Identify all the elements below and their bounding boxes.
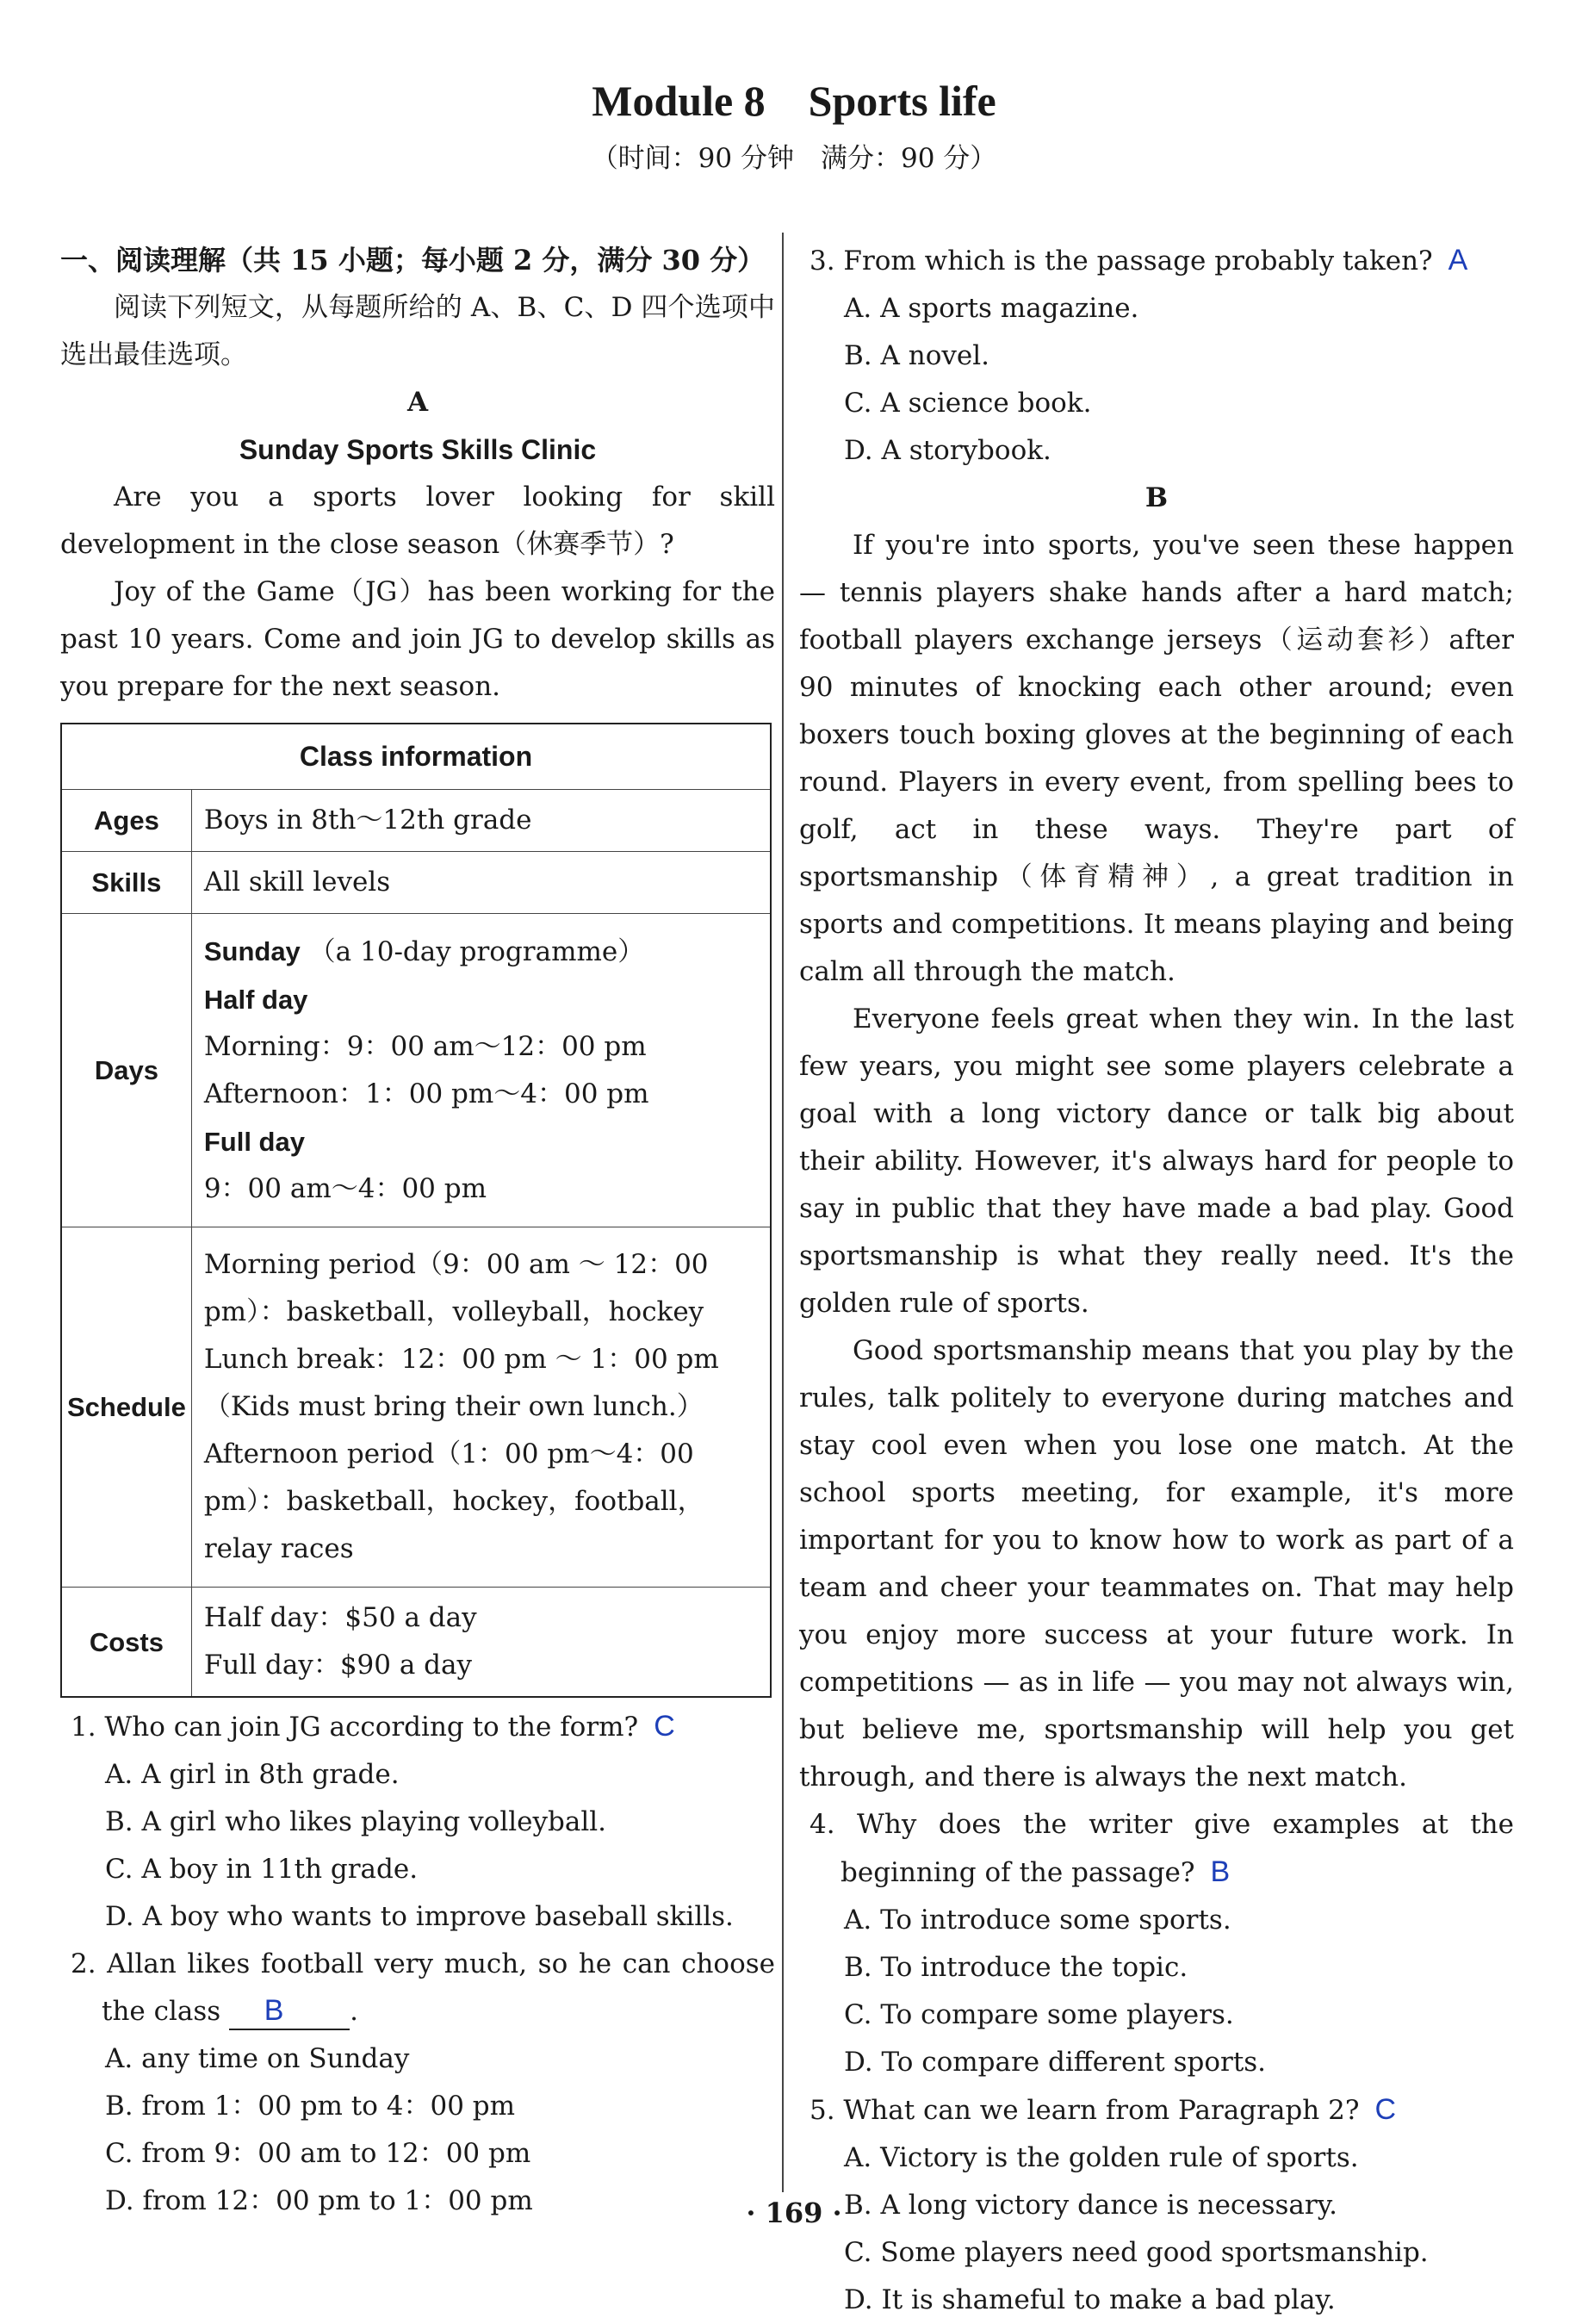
question-2 [60,1941,775,2035]
schedule-lunch: Lunch break：12：00 pm ～ 1：00 pm（Kids must bring their own lunch.） [203,1344,719,1422]
table-row [61,914,771,1227]
days-programme: （a 10-day programme） [308,936,645,967]
passage-b-para-3: Good sportsmanship means that you play by the rules, talk politely to everyone during matches and stay cool even when you lose one match. At the school sports meeting, for example, it's more important for you to know how to work as part of a team and cheer your teammates on. That may help you enjoy more success at your future work. In competitions — as in life — you may not always win, but believe me, sportsmanship will help you get through, and there is always the next match. [799,1335,1514,1793]
schedule-afternoon: Afternoon period（1：00 pm～4：00 pm）：basketball，hockey，football，relay races [203,1439,704,1564]
option: C. A science book. [844,388,1092,419]
option: B. A long victory dance is necessary. [844,2190,1337,2221]
option: D. It is shameful to make a bad play. [844,2284,1336,2315]
class-info-table [60,723,772,1698]
page-number: · 169 · [746,2197,842,2229]
costs-half: Half day：$50 a day [203,1602,477,1633]
answer-blank [229,1993,350,2030]
passage-b-para-2: Everyone feels great when they win. In the last few years, you might see some players celebrate a goal with a long victory dance or talk big about their ability. However, it's always hard for people to say in public that they have made a bad play. Good sportsmanship is what they really need. It's the golden rule of sports. [799,1004,1514,1319]
costs-label: Costs [61,1588,191,1698]
question-1-answer: C [654,1710,675,1743]
option: D. from 12：00 pm to 1：00 pm [105,2185,533,2216]
option: A. any time on Sunday [105,2043,410,2074]
days-afternoon: Afternoon：1：00 pm～4：00 pm [203,1078,649,1109]
left-column [60,237,775,2225]
passage-b-letter: B [1144,482,1169,513]
costs-full: Full day：$90 a day [203,1650,473,1681]
days-sunday: Sunday [203,936,301,966]
section-instruction: 阅读下列短文，从每题所给的 A、B、C、D 四个选项中选出最佳选项。 [60,292,775,370]
days-morning: Morning：9：00 am～12：00 pm [203,1031,647,1062]
table-row [61,1227,771,1588]
option: C. Some players need good sportsmanship. [844,2237,1429,2268]
question-2-text: 2. Allan likes football very much, so he can choose the class [71,1948,775,2027]
option: B. To introduce the topic. [844,1952,1188,1983]
passage-b-para-1: If you're into sports, you've seen these happen — tennis players shake hands after a hard match; football players exchange jerseys（运动套衫）after 90 minutes of knocking each other around; even boxers touch boxing gloves at the beginning of each round. Players in every event, from spelling bees to golf, act in these ways. They're part of sportsmanship（体育精神）, a great tradition in sports and competitions. It means playing and being calm all through the match. [799,530,1514,987]
question-2-period: . [350,1996,358,2027]
option: D. A storybook. [844,435,1051,466]
costs-value [191,1588,771,1698]
question-3 [799,237,1514,285]
ages-label: Ages [61,790,191,852]
option: B. A girl who likes playing volleyball. [105,1806,607,1837]
module-title: Sports life [808,77,996,125]
question-1-text: 1. Who can join JG according to the form? [71,1712,639,1743]
days-full-time: 9：00 am～4：00 pm [203,1173,487,1204]
skills-value: All skill levels [191,852,771,914]
passage-a-para-1: Are you a sports lover looking for skill development in the close season（休赛季节）? [60,482,775,560]
option: A. Victory is the golden rule of sports. [844,2142,1359,2173]
option: C. from 9：00 am to 12：00 pm [105,2138,531,2169]
table-header: Class information [61,724,771,790]
schedule-label: Schedule [61,1227,191,1588]
days-value [191,914,771,1227]
option: D. A boy who wants to improve baseball skills. [105,1901,734,1932]
page-title [0,76,1588,126]
option: A. A sports magazine. [844,293,1139,324]
table-row [61,790,771,852]
question-2-answer: B [264,1994,284,2027]
module-number: Module 8 [592,77,766,125]
schedule-morning: Morning period（9：00 am ～ 12：00 pm）：basketball，volleyball，hockey [203,1249,709,1327]
days-full: Full day [203,1127,305,1157]
passage-a-letter: A [406,387,429,418]
right-column [799,237,1514,2324]
option: A. A girl in 8th grade. [105,1759,400,1790]
question-5-text: 5. What can we learn from Paragraph 2? [810,2095,1360,2126]
table-row [61,1588,771,1698]
option: C. A boy in 11th grade. [105,1854,419,1885]
schedule-value [191,1227,771,1588]
exam-meta: （时间：90 分钟 满分：90 分） [591,143,997,174]
question-3-answer: A [1448,244,1468,277]
section-heading: 一、阅读理解（共 15 小题；每小题 2 分，满分 30 分） [60,244,766,277]
option: D. To compare different sports. [844,2047,1267,2078]
ages-value: Boys in 8th～12th grade [191,790,771,852]
question-3-text: 3. From which is the passage probably taken? [810,245,1433,277]
column-divider [782,233,784,2192]
days-label: Days [61,914,191,1227]
option: C. To compare some players. [844,1999,1234,2030]
days-half: Half day [203,985,308,1015]
question-5 [799,2086,1514,2134]
question-4-answer: B [1210,1855,1231,1888]
passage-a-para-2: Joy of the Game（JG）has been working for the past 10 years. Come and join JG to develop skills as you prepare for the next season. [60,576,775,702]
passage-a-title: Sunday Sports Skills Clinic [239,434,597,465]
option: B. from 1：00 pm to 4：00 pm [105,2091,516,2122]
option: B. A novel. [844,340,989,371]
question-4 [799,1801,1514,1897]
skills-label: Skills [61,852,191,914]
question-1 [60,1703,775,1751]
question-4-text: 4. Why does the writer give examples at the beginning of the passage? [810,1809,1514,1888]
table-row [61,852,771,914]
question-5-answer: C [1374,2093,1396,2126]
option: A. To introduce some sports. [844,1905,1231,1936]
